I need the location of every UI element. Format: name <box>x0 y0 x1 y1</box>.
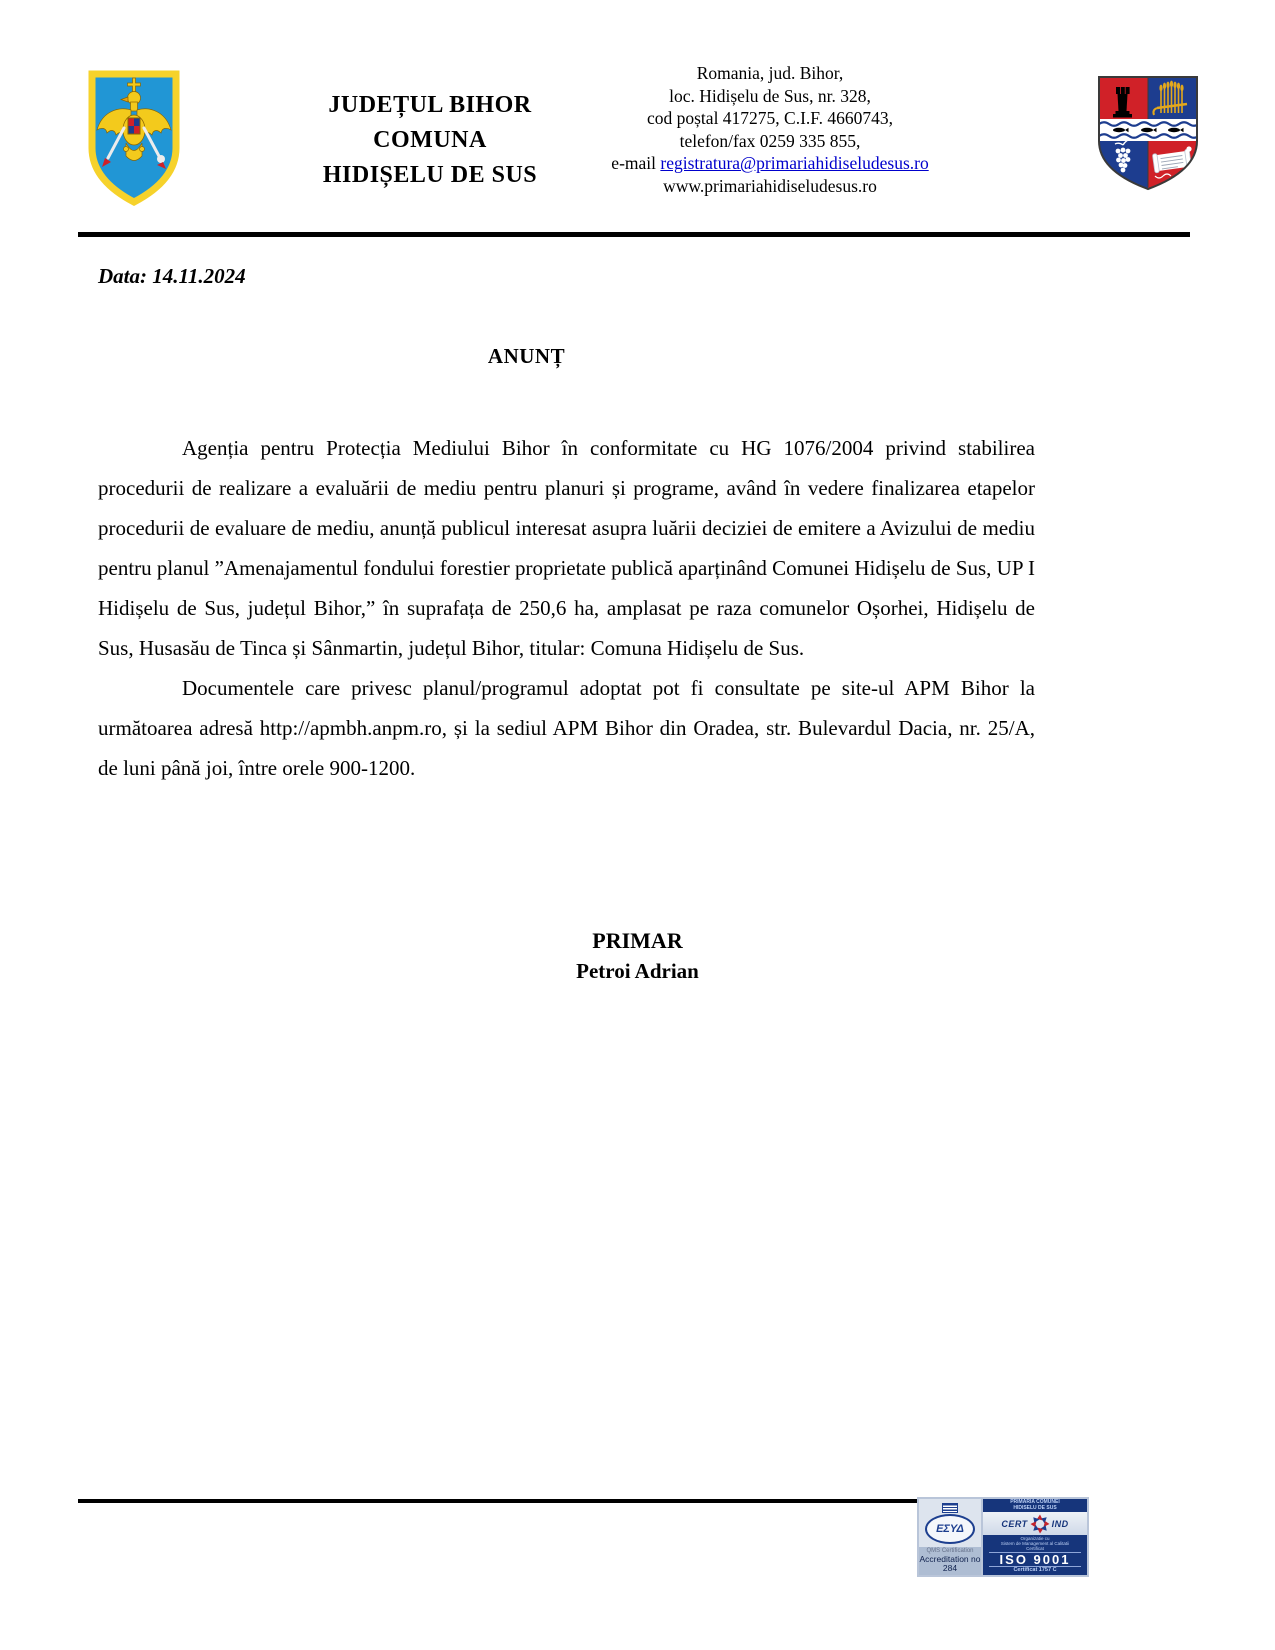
certind-banner-line-2: HIDISELU DE SUS <box>1013 1504 1057 1511</box>
contact-country-line: Romania, jud. Bihor, <box>696 63 844 83</box>
certind-banner <box>983 1499 1087 1512</box>
certind-iso-block <box>983 1535 1087 1575</box>
certind-cert-text: CERT <box>1001 1518 1028 1529</box>
esyd-accreditation-logo <box>919 1499 981 1575</box>
institution-title-line-1: JUDEȚUL BIHOR <box>328 92 532 118</box>
romania-coat-of-arms-svg <box>88 70 180 206</box>
date-line: Data: 14.11.2024 <box>98 264 246 288</box>
contact-block <box>560 62 980 197</box>
signature-role: PRIMAR <box>592 928 683 953</box>
bihor-county-coat-of-arms-icon <box>1093 73 1203 193</box>
esyd-logo-main <box>919 1499 981 1547</box>
greek-flag-icon <box>942 1503 958 1513</box>
certind-pinwheel-star-icon <box>1030 1514 1050 1534</box>
certind-org-line-1: Organizatie cu <box>1020 1536 1050 1541</box>
esyd-oval-icon: ΕΣΥΔ <box>925 1514 975 1544</box>
contact-locality-line: loc. Hidișelu de Sus, nr. 328, <box>669 85 871 106</box>
email-label: e-mail <box>611 153 656 173</box>
certification-logos <box>917 1497 1089 1577</box>
document-body <box>98 428 1035 788</box>
document-title: ANUNȚ <box>487 344 566 368</box>
iso-9001-text: ISO 9001 <box>989 1552 1081 1567</box>
paragraph-consultation: Documentele care privesc planul/programul adoptat pot fi consultate pe site-ul APM Bihor la următoarea adresă http://apmbh.anpm.ro, și la sediul APM Bihor din Oradea, str. Bulevardul Dacia, nr. 25/A, de luni până joi, între orele 900-1200. <box>98 676 1035 780</box>
romania-coat-of-arms-icon <box>88 70 180 206</box>
institution-title-line-3: HIDIȘELU DE SUS <box>322 162 538 188</box>
certind-certificate-number: Certificat 1757 C <box>1013 1567 1057 1573</box>
institution-title <box>285 88 575 193</box>
header-divider-rule <box>78 232 1190 237</box>
certind-ind-text: IND <box>1051 1518 1069 1529</box>
esyd-accreditation-text <box>919 1547 981 1575</box>
website-text: www.primariahidiseludesus.ro <box>663 175 877 196</box>
institution-title-line-2: COMUNA <box>373 127 487 153</box>
contact-postal-line: cod poștal 417275, C.I.F. 4660743, <box>646 108 894 128</box>
esyd-certification-label: QMS Certification <box>926 1548 974 1554</box>
certind-iso-logo <box>983 1499 1087 1575</box>
certind-banner-line-1: PRIMARIA COMUNEI <box>1010 1499 1060 1505</box>
signature-name: Petroi Adrian <box>576 959 699 983</box>
signature-block <box>0 926 1275 986</box>
certind-wordmark <box>983 1512 1087 1535</box>
footer-divider-rule <box>78 1499 917 1503</box>
contact-phone-line: telefon/fax 0259 335 855, <box>679 130 861 151</box>
certind-org-line-3: Certificat <box>1026 1546 1044 1551</box>
certind-org-line-2: Sistem de Management al Calitatii <box>1000 1541 1070 1546</box>
contact-email-line <box>560 152 980 175</box>
esyd-accreditation-number: Accreditation no 284 <box>919 1554 981 1573</box>
bihor-coat-of-arms-svg <box>1093 73 1203 193</box>
paragraph-announcement: Agenția pentru Protecția Mediului Bihor în conformitate cu HG 1076/2004 privind stabilirea procedurii de realizare a evaluării de mediu pentru planuri și programe, având în vedere finalizarea etapelor procedurii de evaluare de mediu, anunță publicul interesat asupra luării deciziei de emitere a Avizului de mediu pentru planul ”Amenajamentul fondului forestier proprietate publică aparținând Comunei Hidișelu de Sus, UP I Hidișelu de Sus, județul Bihor,” în suprafața de 250,6 ha, amplasat pe raza comunelor Oșorhei, Hidișelu de Sus, Husasău de Tinca și Sânmartin, județul Bihor, titular: Comuna Hidișelu de Sus. <box>98 436 1035 660</box>
email-link[interactable]: registratura@primariahidiseludesus.ro <box>660 153 929 173</box>
